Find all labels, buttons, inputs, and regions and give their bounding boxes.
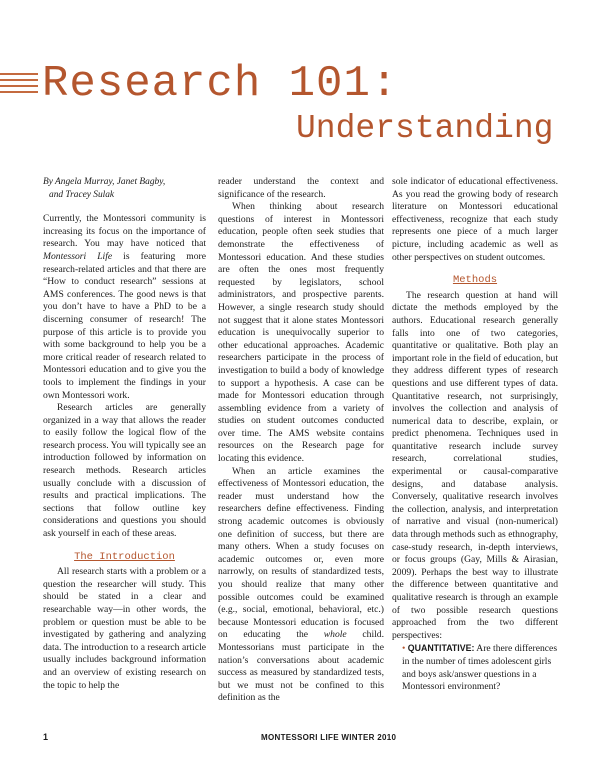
bullet-item [392,642,558,693]
article-title: Research 101: [42,59,399,109]
bullet-text: Are there differences in the number of times adolescent girls and boys ask/answer questions in a Montessori environment? [402,643,558,693]
paragraph: All research starts with a problem or a question the researcher will study. This should be stated in a clear and researchable way—in other words, the problem or question must be able to be investigated by gathering and analyzing data. The introduction to a research article usually includes background information and an overview of existing research on the topic to help the [43,566,206,691]
paragraph: Research articles are generally organized in a way that allows the reader to easily follow the logical flow of the research process. You will typically see an introduction followed by information on research methods. Research articles usually conclude with a discussion of results and practical implications. The sections that follow outline key considerations and questions you should ask yourself in each of these areas. [43,402,206,540]
title-decorative-rules [0,73,38,97]
bullet-label: QUANTITATIVE: [407,643,475,654]
emphasis: whole [323,629,347,641]
page-number: 1 [43,732,49,742]
paragraph: reader understand the context and significance of the research. [218,176,384,200]
byline-authors-2: and Tracey Sulak [49,189,115,200]
paragraph [43,213,206,402]
column-1 [43,176,206,692]
bullet-icon: • [402,643,406,655]
running-footer: MONTESSORI LIFE WINTER 2010 [261,733,397,742]
article-subtitle: Understanding [296,110,554,147]
column-3 [392,176,558,694]
paragraph: sole indicator of educational effectiveness. As you read the growing body of research literature on Montessori educational effectiveness, recognize that each study represents one piece of a much larger picture, including academic as well as other perspectives on student outcomes. [392,176,558,263]
section-heading-introduction: The Introduction [74,550,175,563]
text: is featuring more research-related articles and that there are “How to conduct research” sessions at AMS conferences. The good news is that you don’t have to have a PhD to be a discerning consumer of research! The purpose of this article is to provide you with some background to help you be a more critical reader of research related to Montessori education and to give you the tools to implement the findings in your own Montessori work. [43,250,206,401]
paragraph: When thinking about research questions of interest in Montessori education, people often seek studies that demonstrate the effectiveness of Montessori education. And these studies are often the ones most frequently requested by legislators, school administrators, and prospective parents. However, a single research study should not suggest that it alone states Montessori education is unequivocally superior to other educational approaches. Academic researchers participate in the process of investigation to build a body of knowledge to support a hypothesis. A case can be made for Montessori education through assembling evidence from a variety of studies on student outcomes conducted over time. The AMS website contains resources on the Research page for locating this evidence. [218,201,384,465]
section-heading-methods: Methods [452,274,498,287]
text: child. Montessorians must participate in the nation’s conversations about academic success as measured by standardized tests, but we must not be confined to this definition as the [218,629,384,704]
text: Currently, the Montessori community is increasing its focus on the importance of research. You may have noticed that [43,213,206,250]
byline-authors-1: By Angela Murray, Janet Bagby, [43,177,166,187]
text: When an article examines the effectiveness of Montessori education, the reader must understand how the researchers define effectiveness. Finding strong academic outcomes is obviously one definition of success, but there are many others. When a study focuses on academic outcomes or, even more narrowly, on results of standardized tests, you should realize that many other possible outcomes could be examined (e.g., social, emotional, behavioral, etc.) because Montessori education is focused on educating the [218,465,384,641]
column-2 [218,176,384,705]
paragraph [218,466,384,705]
paragraph: The research question at hand will dictate the methods employed by the authors. Educational research generally falls into one of two categories, quantitative or qualitative. Both play an important role in the field of education, but they address different types of research questions and use different types of data. Quantitative research, not surprisingly, involves the collection and analysis of numerical data to describe, explain, or predict phenomena. Techniques used in quantitative research include survey research, correlational studies, experimental or causal-comparative designs, and database analysis. Conversely, qualitative research involves the collection, analysis, and interpretation of narrative and visual (non-numerical) data through methods such as ethnography, case-study research, in-depth interviews, or focus groups (Gay, Mills & Airasian, 2009). Perhaps the best way to illustrate the difference between quantitative and qualitative research is through an example of two possible research questions approached from the two different perspectives: [392,289,558,641]
byline [43,176,206,201]
magazine-name: Montessori Life [43,250,113,262]
